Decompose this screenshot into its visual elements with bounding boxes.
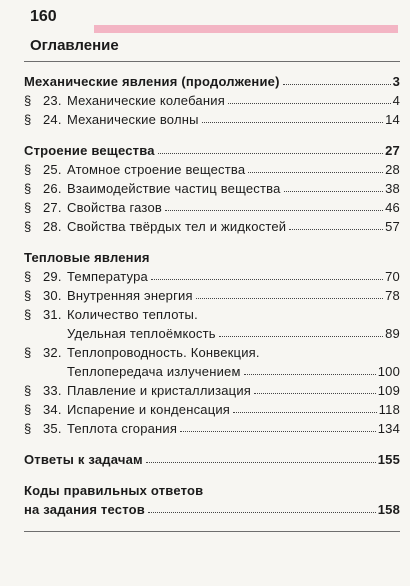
toc-entry [24, 379, 400, 398]
toc-title: Тепловые явления [24, 250, 150, 265]
toc-entry [24, 196, 400, 215]
toc-title: Температура [67, 269, 148, 284]
toc-title: Коды правильных ответов [24, 483, 204, 498]
toc-part [24, 70, 400, 89]
toc-entry [24, 417, 400, 436]
toc-part [24, 479, 400, 498]
section-number: 23. [43, 93, 62, 108]
toc-page: 155 [377, 452, 400, 467]
toc-entry [24, 177, 400, 196]
toc-leader [284, 190, 384, 192]
toc-page: 38 [385, 181, 400, 196]
toc-title: Свойства твёрдых тел и жидкостей [67, 219, 287, 234]
toc-title: Теплопроводность. Конвекция. [67, 345, 260, 360]
section-sign: § [24, 112, 32, 127]
toc-page: 118 [378, 402, 400, 417]
toc-title: Свойства газов [67, 200, 162, 215]
section-number: 33. [43, 383, 62, 398]
toc-leader [244, 373, 376, 375]
toc-leader [254, 392, 376, 394]
toc-title: Теплопередача излучением [67, 364, 241, 379]
toc-entry [24, 215, 400, 234]
section-number: 35. [43, 421, 62, 436]
toc-part [24, 448, 400, 467]
toc-leader [148, 511, 376, 513]
toc-title: на задания тестов [24, 502, 145, 517]
toc-leader [233, 411, 377, 413]
toc-title: Количество теплоты. [67, 307, 198, 322]
toc-title: Механические волны [67, 112, 199, 127]
toc-title: Строение вещества [24, 143, 155, 158]
toc-title: Плавление и кристаллизация [67, 383, 252, 398]
toc-part [24, 139, 400, 158]
toc-page: 70 [385, 269, 400, 284]
toc-page: 57 [385, 219, 400, 234]
section-sign: § [24, 181, 32, 196]
header-band [94, 25, 398, 33]
toc-page: 27 [385, 143, 400, 158]
section-number: 25. [43, 162, 62, 177]
section-number: 24. [43, 112, 62, 127]
toc-page: 134 [377, 421, 400, 436]
toc-leader [158, 152, 383, 154]
heading-rule [24, 61, 400, 62]
section-number: 28. [43, 219, 62, 234]
section-sign: § [24, 345, 32, 360]
toc-entry [24, 284, 400, 303]
toc-page: 100 [377, 364, 400, 379]
section-number: 32. [43, 345, 62, 360]
section-sign: § [24, 219, 32, 234]
section-sign: § [24, 383, 32, 398]
toc-page: 14 [385, 112, 400, 127]
table-of-contents [24, 70, 400, 517]
section-sign: § [24, 269, 32, 284]
toc-entry [24, 398, 400, 417]
toc-leader [289, 228, 383, 230]
section-number: 30. [43, 288, 62, 303]
page-number: 160 [30, 8, 57, 25]
toc-leader [146, 461, 376, 463]
bottom-rule [24, 531, 400, 532]
toc-leader [165, 209, 383, 211]
toc-part-continuation [24, 498, 400, 517]
section-number: 29. [43, 269, 62, 284]
toc-title: Взаимодействие частиц вещества [67, 181, 281, 196]
section-number: 26. [43, 181, 62, 196]
toc-heading: Оглавление [30, 37, 119, 54]
toc-entry [24, 303, 400, 322]
section-number: 27. [43, 200, 62, 215]
toc-page: 4 [392, 93, 400, 108]
toc-leader [196, 297, 383, 299]
section-sign: § [24, 402, 32, 417]
toc-entry [24, 265, 400, 284]
toc-title: Удельная теплоёмкость [67, 326, 216, 341]
toc-entry-continuation [24, 322, 400, 341]
section-number: 34. [43, 402, 62, 417]
toc-leader [180, 430, 376, 432]
section-sign: § [24, 200, 32, 215]
toc-title: Атомное строение вещества [67, 162, 246, 177]
toc-page: 3 [392, 74, 400, 89]
toc-page: 78 [385, 288, 400, 303]
section-sign: § [24, 307, 32, 322]
toc-leader [228, 102, 391, 104]
section-number: 31. [43, 307, 62, 322]
section-sign: § [24, 93, 32, 108]
toc-page: 109 [377, 383, 400, 398]
toc-entry [24, 89, 400, 108]
section-sign: § [24, 162, 32, 177]
toc-entry-continuation [24, 360, 400, 379]
toc-entry [24, 108, 400, 127]
section-sign: § [24, 421, 32, 436]
section-sign: § [24, 288, 32, 303]
toc-leader [283, 83, 391, 85]
toc-title: Испарение и конденсация [67, 402, 231, 417]
toc-leader [151, 278, 383, 280]
toc-page: 46 [385, 200, 400, 215]
toc-page: 28 [385, 162, 400, 177]
toc-leader [202, 121, 383, 123]
toc-title: Внутренняя энергия [67, 288, 193, 303]
toc-title: Механические явления (продолжение) [24, 74, 280, 89]
toc-title: Механические колебания [67, 93, 225, 108]
toc-title: Теплота сгорания [67, 421, 178, 436]
toc-leader [219, 335, 383, 337]
toc-entry [24, 341, 400, 360]
toc-entry [24, 158, 400, 177]
toc-title: Ответы к задачам [24, 452, 143, 467]
toc-page: 158 [377, 502, 400, 517]
toc-page: 89 [385, 326, 400, 341]
toc-leader [248, 171, 383, 173]
toc-part [24, 246, 400, 265]
